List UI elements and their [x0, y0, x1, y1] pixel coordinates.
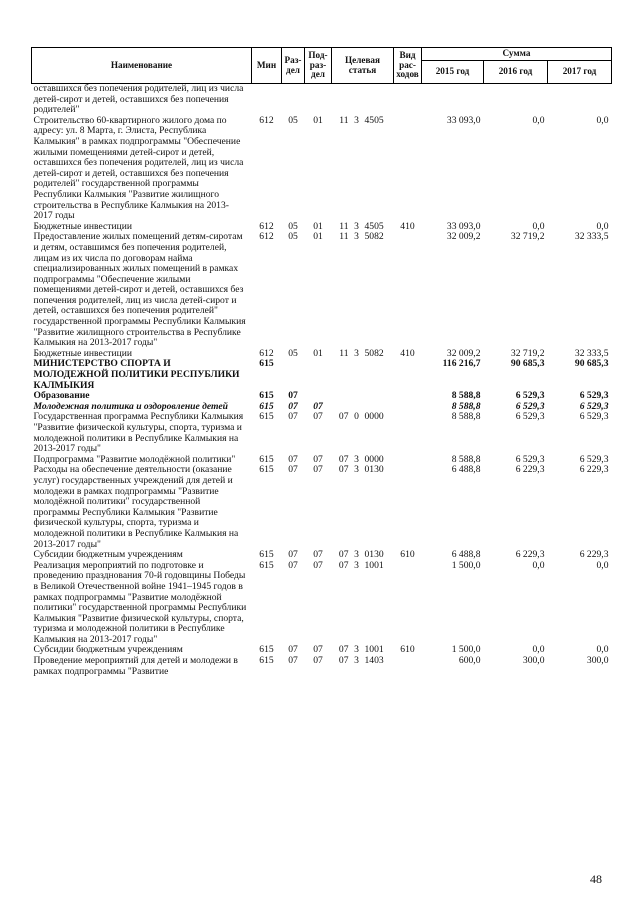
row-target-subprogram: 3: [354, 644, 359, 656]
header-vid: Вид рас- ходов: [394, 48, 422, 84]
row-target-program: 07: [338, 411, 349, 423]
row-podrazdel: [305, 359, 332, 391]
row-podrazdel: 07: [313, 411, 323, 423]
row-sum-2015: 116 216,7: [442, 358, 481, 370]
header-podrazdel: Под- раз- дел: [305, 48, 332, 84]
row-sum-2017: 0,0: [596, 559, 609, 571]
row-target-subprogram: 3: [354, 347, 359, 359]
row-target-code: [363, 359, 394, 391]
header-year-2016: 2016 год: [484, 61, 548, 84]
row-name: Субсидии бюджетным учреждениям: [33, 644, 183, 656]
row-sum-2017: 32 333,5: [574, 231, 609, 243]
row-podrazdel: 07: [313, 400, 323, 412]
row-sum-2016: 6 229,3: [515, 464, 545, 476]
row-target-subprogram: 3: [354, 655, 359, 667]
row-sum-2016: 300,0: [522, 655, 545, 667]
row-podrazdel: 01: [313, 231, 323, 243]
row-target-subprogram: 3: [354, 464, 359, 476]
row-podrazdel: 07: [313, 655, 323, 667]
row-sum-2016: 6 529,3: [515, 453, 545, 465]
row-vid: [394, 465, 422, 550]
row-podrazdel: 07: [313, 549, 323, 561]
row-sum-2015: 600,0: [458, 655, 481, 667]
row-target-code: 1001: [364, 644, 384, 656]
header-target-article: Целевая статья: [332, 48, 394, 84]
row-podrazdel: 07: [313, 453, 323, 465]
row-sum-2015: 6 488,8: [451, 464, 481, 476]
row-min: 615: [259, 464, 274, 476]
row-target-code: 0000: [364, 411, 384, 423]
row-name: Подпрограмма "Развитие молодёжной политики": [33, 453, 236, 465]
row-sum-2017: 90 685,3: [574, 358, 609, 370]
row-podrazdel: 07: [313, 559, 323, 571]
row-target-subprogram: 3: [354, 453, 359, 465]
row-razdel: 05: [288, 220, 298, 232]
row-sum-2017: 32 333,5: [574, 347, 609, 359]
row-razdel: 07: [288, 655, 298, 667]
row-target-subprogram: [351, 391, 363, 402]
row-target-code: 4505: [364, 114, 384, 126]
row-min: 615: [259, 400, 274, 412]
row-sum-2015: 32 009,2: [446, 347, 481, 359]
row-target-program: [332, 84, 351, 116]
row-vid: [394, 232, 422, 349]
row-vid: 610: [400, 644, 415, 656]
row-target-program: 07: [338, 464, 349, 476]
row-target-program: 07: [338, 644, 349, 656]
row-vid: 610: [400, 549, 415, 561]
row-min: 615: [259, 644, 274, 656]
header-year-2015: 2015 год: [422, 61, 484, 84]
row-sum-2016: 32 719,2: [510, 231, 545, 243]
row-target-program: 11: [339, 347, 349, 359]
row-min: 615: [259, 390, 274, 402]
row-target-subprogram: 3: [354, 549, 359, 561]
row-sum-2017: [548, 84, 612, 116]
row-sum-2015: 8 588,8: [451, 411, 481, 423]
row-target-code: 1403: [364, 655, 384, 667]
header-sum: Сумма: [422, 48, 612, 61]
row-sum-2015: 8 588,8: [451, 390, 481, 402]
row-sum-2017: 6 529,3: [579, 453, 609, 465]
row-razdel: 05: [288, 231, 298, 243]
row-sum-2017: 0,0: [596, 644, 609, 656]
row-target-program: 07: [338, 453, 349, 465]
row-target-subprogram: 0: [354, 411, 359, 423]
row-sum-2017: 6 229,3: [579, 464, 609, 476]
row-target-program: [332, 359, 351, 391]
row-min: 615: [259, 559, 274, 571]
row-podrazdel: 07: [313, 464, 323, 476]
row-name: Бюджетные инвестиции: [33, 220, 132, 232]
row-name: Предоставление жилых помещений детям-сиротам и детям, оставшимся без попечения родителей, лицам из их числа по договорам найма специализированных жилых помещений в рамках подпрограммы "Обеспечение жилыми помещениями детей-сирот и детей, оставшихся без попечения родителей, лиц из числа детей-сирот и детей, оставшихся без попечения родителей" государственной программы Республики Калмыкия "Развитие жилищного строительства в Республике Калмыкия на 2013-2017 годы": [33, 231, 246, 349]
page-number: 48: [590, 872, 602, 886]
row-name: Расходы на обеспечение деятельности (оказание услуг) государственных учреждений для детей и молодежи в рамках подпрограммы "Развитие молодёжной политики" государственной программы Республики Калмыкия "Развитие физической культуры, спорта, туризма и молодежной политики в Республике Калмыкия на 2013-2017 годы": [33, 464, 239, 550]
row-vid: 410: [400, 347, 415, 359]
row-target-program: 07: [338, 559, 349, 571]
row-target-program: 07: [338, 655, 349, 667]
row-sum-2016: 0,0: [532, 114, 545, 126]
row-min: [252, 84, 282, 116]
row-target-program: 11: [339, 220, 349, 232]
table-row: [32, 412, 612, 454]
row-name: Реализация мероприятий по подготовке и проведению празднования 70-й годовщины Победы в Великой Отечественной войне 1941–1945 годов в рамках подпрограммы "Развитие молодёжной политики" государственной программы Республики Калмыкия "Развитие физической культуры, спорта, туризма и молодежной политики в Республике Калмыкия на 2013-2017 годы": [33, 559, 247, 645]
row-podrazdel: 01: [313, 220, 323, 232]
row-target-subprogram: 3: [354, 220, 359, 232]
row-name: Бюджетные инвестиции: [33, 347, 132, 359]
row-min: 615: [259, 358, 274, 370]
row-min: 615: [259, 655, 274, 667]
row-sum-2015: 8 588,8: [451, 400, 481, 412]
row-vid: [394, 656, 422, 677]
row-target-subprogram: 3: [354, 559, 359, 571]
row-target-code: 5082: [364, 231, 384, 243]
row-sum-2015: 33 093,0: [446, 220, 481, 232]
row-razdel: 07: [288, 644, 298, 656]
header-name: Наименование: [32, 48, 252, 84]
row-target-code: 0000: [364, 453, 384, 465]
row-name: МИНИСТЕРСТВО СПОРТА И МОЛОДЕЖНОЙ ПОЛИТИКИ РЕСПУБЛИКИ КАЛМЫКИЯ: [33, 358, 240, 391]
row-vid: [394, 84, 422, 116]
row-sum-2016: 32 719,2: [510, 347, 545, 359]
header-min: Мин: [252, 48, 282, 84]
row-target-program: 11: [339, 231, 349, 243]
row-target-program: [332, 391, 351, 402]
row-target-subprogram: [351, 359, 363, 391]
table-row: [32, 116, 612, 222]
row-vid: 410: [400, 220, 415, 232]
row-sum-2015: 1 500,0: [451, 559, 481, 571]
row-vid: [394, 359, 422, 391]
row-target-code: 5082: [364, 347, 384, 359]
table-row: [32, 359, 612, 391]
row-sum-2017: 0,0: [596, 220, 609, 232]
row-sum-2016: 6 529,3: [515, 390, 545, 402]
row-sum-2017: 6 229,3: [579, 549, 609, 561]
table-row: [32, 232, 612, 349]
row-razdel: 07: [288, 400, 298, 412]
table-body: [32, 84, 612, 678]
row-sum-2015: 32 009,2: [446, 231, 481, 243]
row-vid: [394, 561, 422, 646]
table-row: [32, 561, 612, 646]
row-razdel: 05: [288, 347, 298, 359]
row-sum-2017: 6 529,3: [579, 411, 609, 423]
row-name: Образование: [33, 390, 90, 402]
row-target-code: 0130: [364, 464, 384, 476]
row-razdel: 07: [288, 559, 298, 571]
row-name: Строительство 60-квартирного жилого дома по адресу: ул. 8 Марта, г. Элиста, Республика Калмыкия" в рамках подпрограммы "Обеспечение жилыми помещениями детей-сирот и детей, оставшихся без попечения родителей, лиц из числа детей-сирот и детей, оставшихся без попечения родителей" государственной программы Республики Калмыкия "Развитие жилищного строительства в Республике Калмыкия на 2013-2017 годы: [33, 114, 244, 222]
row-min: 615: [259, 453, 274, 465]
row-sum-2016: 0,0: [532, 644, 545, 656]
row-name: Проведение мероприятий для детей и молодежи в рамках подпрограммы "Развитие: [33, 655, 238, 677]
row-sum-2016: 6 229,3: [515, 549, 545, 561]
row-sum-2017: 300,0: [586, 655, 609, 667]
row-vid: [394, 391, 422, 402]
row-target-subprogram: 3: [354, 114, 359, 126]
row-target-code: [363, 391, 394, 402]
table-row: [32, 465, 612, 550]
row-razdel: 07: [288, 453, 298, 465]
row-target-program: 07: [338, 549, 349, 561]
row-podrazdel: [305, 84, 332, 116]
row-sum-2016: 6 529,3: [515, 411, 545, 423]
row-target-subprogram: 3: [354, 231, 359, 243]
row-target-code: [363, 84, 394, 116]
row-sum-2017: 6 529,3: [579, 400, 609, 412]
row-vid: [394, 455, 422, 466]
row-sum-2015: [422, 84, 484, 116]
row-name: оставшихся без попечения родителей, лиц из числа детей-сирот и детей, оставшихся без попечения родителей": [33, 83, 244, 116]
row-target-program: 11: [339, 114, 349, 126]
row-razdel: 07: [288, 549, 298, 561]
row-sum-2015: 1 500,0: [451, 644, 481, 656]
row-sum-2016: 90 685,3: [510, 358, 545, 370]
row-vid: [394, 116, 422, 222]
row-name: Государственная программа Республики Калмыкия "Развитие физической культуры, спорта, туризма и молодежной политики в Республике Калмыкия на 2013-2017 годы": [33, 411, 244, 455]
row-target-code: 4505: [364, 220, 384, 232]
header-razdel: Раз- дел: [282, 48, 305, 84]
row-sum-2015: 6 488,8: [451, 549, 481, 561]
row-sum-2017: 0,0: [596, 114, 609, 126]
row-min: 612: [259, 347, 274, 359]
table-row: [32, 656, 612, 677]
row-min: 612: [259, 220, 274, 232]
row-podrazdel: 01: [313, 347, 323, 359]
table-header: [32, 48, 612, 84]
row-podrazdel: 01: [313, 114, 323, 126]
row-sum-2016: 6 529,3: [515, 400, 545, 412]
row-sum-2017: 6 529,3: [579, 390, 609, 402]
row-target-code: 1001: [364, 559, 384, 571]
row-name: Субсидии бюджетным учреждениям: [33, 549, 183, 561]
row-vid: [394, 412, 422, 454]
row-name: Молодежная политика и оздоровление детей: [33, 400, 228, 412]
row-sum-2016: [484, 84, 548, 116]
row-sum-2015: 8 588,8: [451, 453, 481, 465]
table-row: [32, 84, 612, 116]
row-sum-2016: 0,0: [532, 220, 545, 232]
row-sum-2015: 33 093,0: [446, 114, 481, 126]
row-target-code: 0130: [364, 549, 384, 561]
row-min: 615: [259, 549, 274, 561]
header-year-2017: 2017 год: [548, 61, 612, 84]
row-razdel: [282, 359, 305, 391]
row-razdel: 07: [288, 411, 298, 423]
row-razdel: [282, 84, 305, 116]
row-vid: [394, 402, 422, 413]
budget-table: [31, 47, 612, 677]
row-razdel: 07: [288, 390, 298, 402]
row-min: 615: [259, 411, 274, 423]
row-razdel: 07: [288, 464, 298, 476]
row-podrazdel: 07: [313, 644, 323, 656]
row-target-subprogram: [351, 84, 363, 116]
row-min: 612: [259, 114, 274, 126]
row-sum-2016: 0,0: [532, 559, 545, 571]
row-min: 612: [259, 231, 274, 243]
row-razdel: 05: [288, 114, 298, 126]
